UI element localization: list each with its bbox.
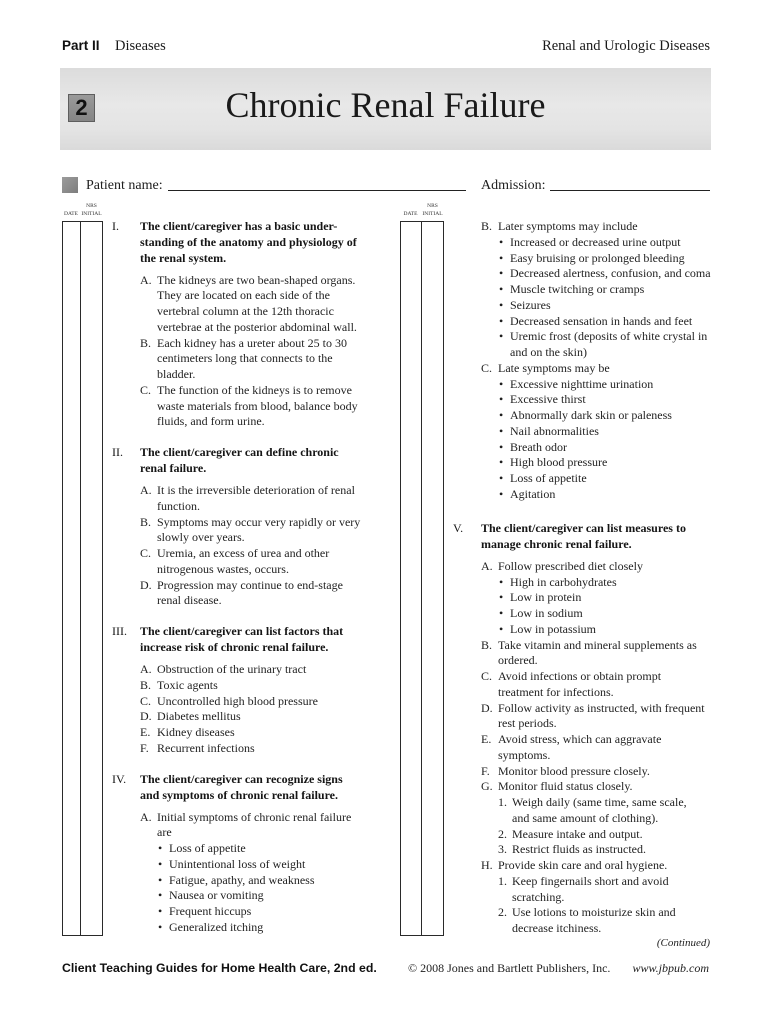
nrs-tracking-column: [400, 221, 444, 936]
list-item: [140, 273, 360, 336]
item-text: The function of the kidneys is to remove waste materials from blood, balance body fluids, and form urine.: [157, 382, 358, 429]
item-letter: F.: [140, 740, 149, 755]
objective-number: I.: [112, 219, 119, 233]
list-item: [140, 694, 360, 710]
item-letter: A.: [481, 558, 493, 573]
bullet-item: • Low in protein: [498, 590, 711, 606]
item-text: Monitor fluid status closely.: [498, 779, 633, 794]
objective-heading-text: The client/caregiver can recognize signs and symptoms of chronic renal failure.: [140, 771, 343, 802]
nrs-column-header: [62, 202, 103, 218]
left-text-column: [112, 219, 361, 936]
sub-step: [498, 827, 711, 843]
nrs-subheaders: [62, 210, 103, 218]
continued-note: (Continued): [656, 937, 710, 949]
objective-heading: [453, 521, 711, 553]
item-letter: B.: [481, 219, 493, 233]
item-letter: C.: [481, 669, 493, 683]
objective-heading-text: The client/caregiver can define chronic renal failure.: [140, 445, 339, 475]
objective-heading: [112, 624, 360, 656]
step-text: Weigh daily (same time, same scale, and same amount of clothing).: [512, 795, 687, 825]
item-letter: C.: [481, 360, 493, 375]
bullet-item: • Generalized itching: [157, 920, 360, 936]
list-item: [140, 678, 360, 694]
section-label: Diseases: [115, 38, 166, 54]
initial-label: INITIAL: [81, 211, 102, 217]
list-item: [140, 546, 360, 578]
objective-heading-text: The client/caregiver has a basic under- standing of the anatomy and physiology of the renal system.: [140, 219, 357, 265]
item-letter: B.: [140, 677, 152, 692]
bullet-item: • Muscle twitching or cramps: [498, 282, 711, 298]
item-text: It is the irreversible deterioration of renal function.: [157, 483, 355, 513]
item-text: Diabetes mellitus: [157, 709, 241, 724]
bullet-item: • Easy bruising or prolonged bleeding: [498, 251, 711, 267]
step-number: 1.: [498, 795, 507, 809]
list-item: [140, 725, 360, 741]
objective-section: [112, 771, 360, 936]
list-item: [481, 858, 711, 937]
sub-step: [498, 905, 711, 937]
bullet-item: • Low in sodium: [498, 606, 711, 622]
item-letter: E.: [140, 725, 151, 739]
item-letter: D.: [481, 700, 493, 715]
patient-name-label: Patient name:: [86, 178, 163, 193]
objective-section: [112, 219, 360, 430]
bullet-item: • Loss of appetite: [498, 471, 711, 487]
objective-heading: [112, 771, 360, 804]
column-divider: [80, 222, 81, 935]
footer-copyright: © 2008 Jones and Bartlett Publishers, Inc.: [408, 961, 611, 975]
objective-number: II.: [112, 445, 123, 460]
list-item: [481, 701, 711, 733]
initial-label: INITIAL: [422, 211, 443, 217]
item-text: Toxic agents: [157, 677, 218, 692]
bullet-item: • Unintentional loss of weight: [157, 857, 360, 873]
item-text: Avoid stress, which can aggravate symptoms.: [498, 732, 662, 762]
right-text-column: [453, 219, 711, 937]
objective-heading-text: The client/caregiver can list measures to manage chronic renal failure.: [481, 521, 686, 551]
list-item: [481, 669, 711, 701]
list-item: [140, 515, 360, 547]
item-letter: C.: [140, 693, 152, 708]
list-item: [481, 559, 711, 638]
sub-step: [498, 795, 711, 827]
nrs-label: NRS: [86, 203, 97, 209]
bullet-item: • Breath odor: [498, 440, 711, 456]
footer-book-title: Client Teaching Guides for Home Health Care, 2nd ed.: [62, 961, 377, 975]
objective-heading: [112, 219, 360, 266]
objective-items: [140, 662, 360, 757]
item-letter: D.: [140, 577, 152, 592]
item-text: Initial symptoms of chronic renal failure are: [157, 809, 352, 840]
bullet-item: • Abnormally dark skin or paleness: [498, 408, 711, 424]
item-text: Provide skin care and oral hygiene.: [498, 858, 668, 872]
bullet-item: • Uremic frost (deposits of white crystal in and on the skin): [498, 329, 711, 361]
step-text: Restrict fluids as instructed.: [512, 842, 646, 857]
objective-items: [481, 559, 711, 937]
item-text: Each kidney has a ureter about 25 to 30 centimeters long that connects to the bladder.: [157, 335, 347, 381]
item-letter: B.: [140, 335, 152, 350]
bullet-item: • High in carbohydrates: [498, 575, 711, 591]
page-title: Chronic Renal Failure: [225, 85, 546, 125]
sub-step: [498, 874, 711, 906]
list-item: [481, 219, 711, 361]
bullet-item: • Excessive thirst: [498, 392, 711, 408]
objective-section: [453, 521, 711, 937]
list-item: [140, 810, 360, 936]
bullet-item: • Seizures: [498, 298, 711, 314]
objective-items: [140, 483, 360, 609]
item-letter: G.: [481, 779, 493, 794]
step-text: Use lotions to moisturize skin and decrease itchiness.: [512, 905, 676, 935]
step-number: 1.: [498, 873, 507, 888]
objective-number: III.: [112, 624, 127, 639]
nrs-label: NRS: [427, 203, 438, 209]
objective-items: [140, 810, 360, 936]
objective-number: V.: [453, 521, 464, 535]
nrs-column-header: [400, 202, 444, 218]
step-number: 2.: [498, 826, 507, 841]
list-item: [481, 764, 711, 780]
list-item: [140, 578, 360, 610]
bullet-item: • Nail abnormalities: [498, 424, 711, 440]
list-item: [140, 709, 360, 725]
step-text: Measure intake and output.: [512, 826, 643, 841]
objective-items-continued: [481, 219, 711, 503]
category-label: Renal and Urologic Diseases: [542, 38, 710, 54]
bullet-item: • Decreased alertness, confusion, and coma: [498, 266, 711, 282]
item-text: Obstruction of the urinary tract: [157, 662, 307, 676]
bullet-item: • Nausea or vomiting: [157, 888, 360, 904]
objective-section: [112, 445, 361, 609]
item-letter: A.: [140, 809, 152, 824]
bullet-item: • Low in potassium: [498, 622, 711, 638]
bullet-item: • Excessive nighttime urination: [498, 377, 711, 393]
list-item: [481, 361, 711, 503]
bullet-item: • Increased or decreased urine output: [498, 235, 711, 251]
date-label: DATE: [403, 211, 418, 217]
item-text: Avoid infections or obtain prompt treatment for infections.: [498, 669, 662, 699]
item-letter: A.: [140, 272, 152, 287]
item-text: Monitor blood pressure closely.: [498, 763, 650, 778]
bullet-item: • Frequent hiccups: [157, 904, 360, 920]
objective-heading: [112, 445, 360, 477]
item-text: Progression may continue to end-stage renal disease.: [157, 577, 343, 608]
item-letter: C.: [140, 382, 152, 397]
item-text: Kidney diseases: [157, 725, 235, 739]
objective-section: [112, 624, 360, 756]
item-text: Follow prescribed diet closely: [498, 558, 643, 573]
item-text: Follow activity as instructed, with frequent rest periods.: [498, 700, 705, 731]
item-text: Uncontrolled high blood pressure: [157, 693, 318, 708]
item-text: Later symptoms may include: [498, 219, 638, 233]
item-text: Take vitamin and mineral supplements as ordered.: [498, 637, 697, 668]
nrs-subheaders: [400, 210, 444, 218]
item-letter: E.: [481, 732, 492, 746]
list-item: [481, 638, 711, 670]
sub-step: [498, 842, 711, 858]
bullet-item: • High blood pressure: [498, 455, 711, 471]
chapter-number-badge: 2: [68, 94, 95, 122]
objective-heading-text: The client/caregiver can list factors that increase risk of chronic renal failure.: [140, 624, 344, 654]
bullet-item: • Decreased sensation in hands and feet: [498, 314, 711, 330]
item-letter: A.: [140, 662, 152, 676]
list-item: [140, 383, 360, 430]
title-banner: [60, 68, 711, 150]
list-item: [140, 662, 360, 678]
list-item: [140, 483, 360, 515]
section-marker-icon: [62, 177, 78, 193]
footer-url: www.jbpub.com: [632, 961, 709, 975]
item-text: The kidneys are two bean-shaped organs. They are located on each side of the vertebral column at the 12th thoracic vertebrae at the posterior abdominal wall.: [157, 272, 357, 334]
item-letter: B.: [140, 514, 152, 529]
column-divider: [421, 222, 422, 935]
list-item: [481, 732, 711, 764]
objective-items: [140, 273, 360, 431]
item-text: Symptoms may occur very rapidly or very slowly over years.: [157, 514, 361, 545]
item-text: Late symptoms may be: [498, 360, 610, 375]
item-letter: A.: [140, 483, 152, 497]
item-letter: C.: [140, 546, 152, 560]
item-letter: D.: [140, 709, 152, 724]
item-text: Uremia, an excess of urea and other nitrogenous wastes, occurs.: [157, 546, 330, 576]
step-number: 2.: [498, 905, 507, 920]
admission-line: [550, 190, 710, 191]
list-item: [481, 779, 711, 858]
list-item: [140, 741, 360, 757]
item-text: Recurrent infections: [157, 740, 255, 755]
step-text: Keep fingernails short and avoid scratching.: [512, 873, 669, 904]
bullet-item: • Agitation: [498, 487, 711, 503]
nrs-tracking-column: [62, 221, 103, 936]
bullet-item: • Fatigue, apathy, and weakness: [157, 873, 360, 889]
item-letter: F.: [481, 763, 490, 778]
admission-label: Admission:: [481, 178, 546, 193]
bullet-item: • Loss of appetite: [157, 841, 360, 857]
date-label: DATE: [63, 211, 79, 217]
item-letter: H.: [481, 858, 493, 872]
item-letter: B.: [481, 637, 493, 652]
objective-number: IV.: [112, 771, 127, 786]
part-label: Part II: [62, 38, 100, 53]
list-item: [140, 336, 360, 383]
step-number: 3.: [498, 842, 507, 857]
patient-name-line: [168, 190, 466, 191]
